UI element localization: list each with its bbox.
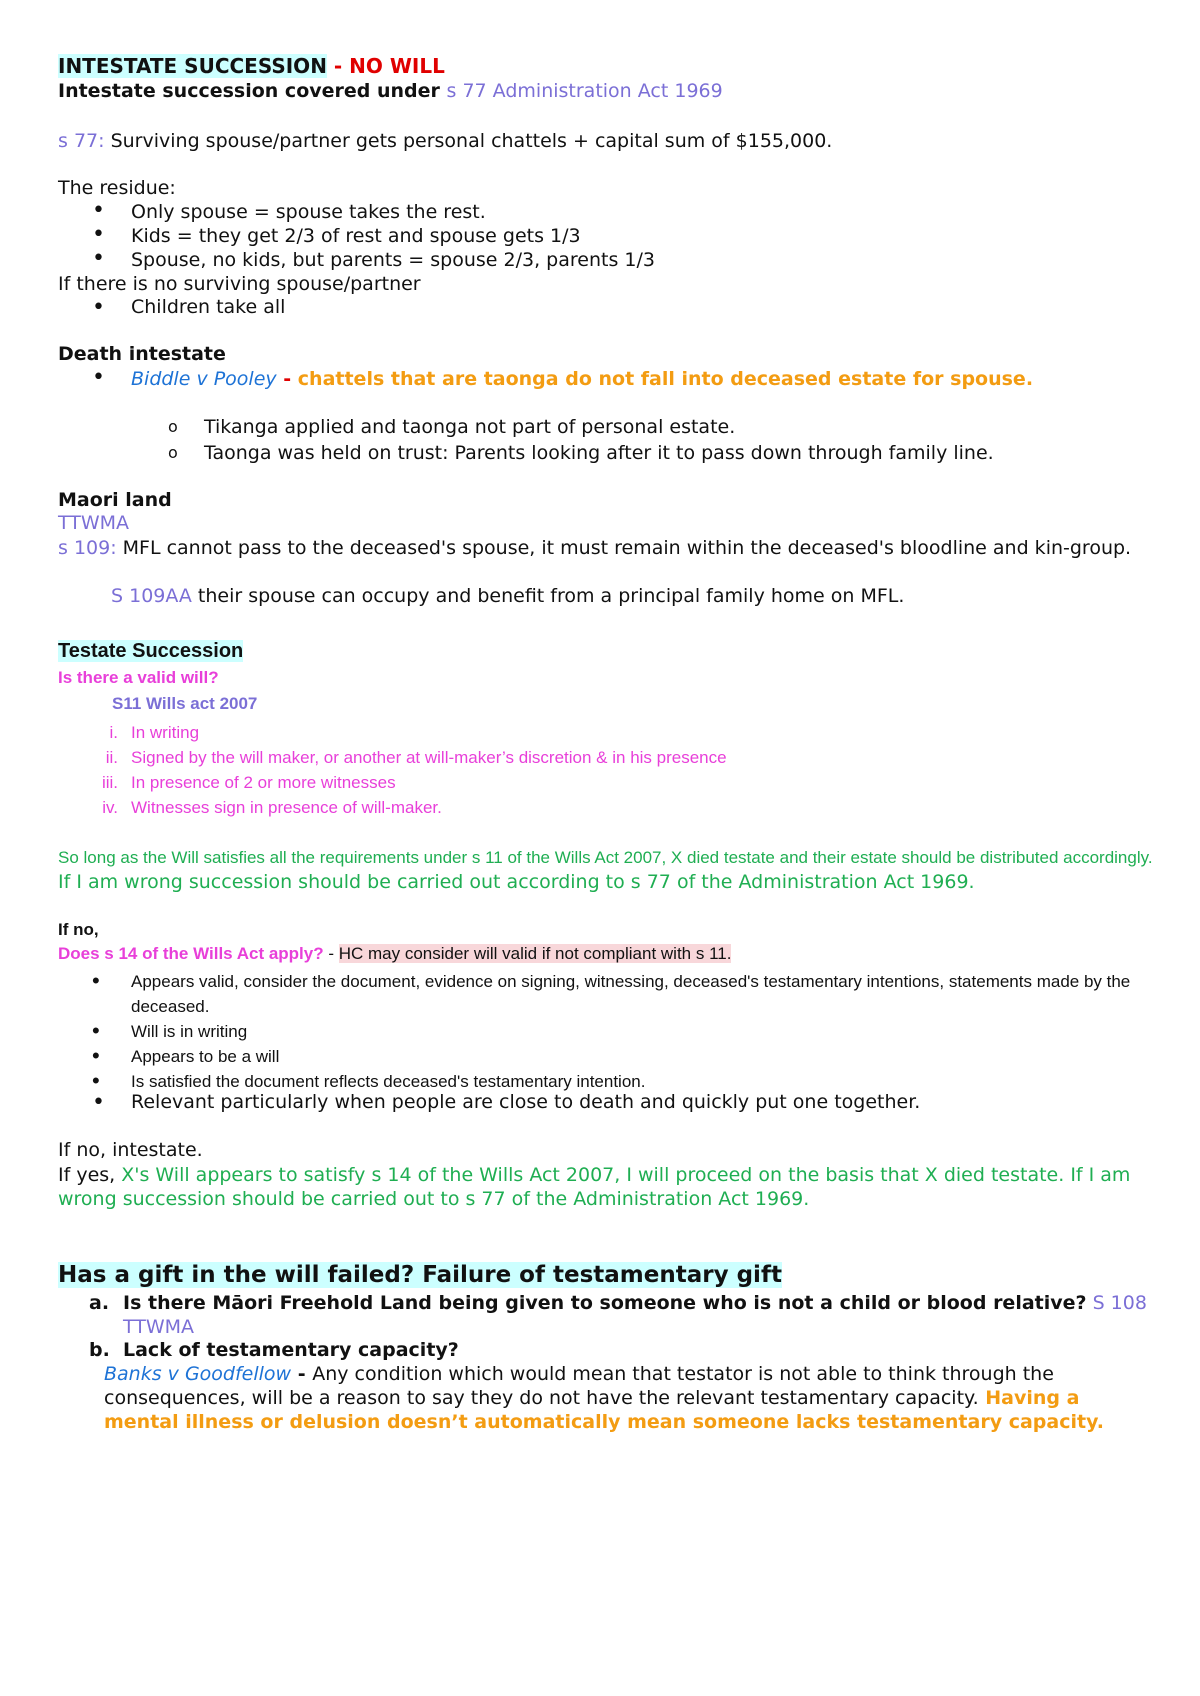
intestate-subheading: Intestate succession covered under s 77 Administration Act 1969 (58, 80, 723, 102)
no-spouse-list (58, 296, 1160, 318)
s77-reference: s 77 Administration Act 1969 (446, 80, 723, 102)
s108-reference: S 108 TTWMA (123, 1292, 1147, 1338)
list-item: • Spouse, no kids, but parents = spouse 2/3, parents 1/3 (58, 248, 1160, 272)
so-long-paragraph: So long as the Will satisfies all the requirements under s 11 of the Wills Act 2007, X died testate and their estate should be distributed accordingly. If I am wrong succession should be carried out according to s 77 of the Administration Act 1969. (58, 848, 1153, 893)
list-item: • Is satisfied the document reflects deceased's testamentary intention. (58, 1069, 1160, 1094)
death-intestate-sublist (58, 414, 1160, 466)
if-no-label: If no, (58, 920, 99, 939)
requirements-list (58, 720, 1160, 820)
s109-label: s 109: (58, 537, 117, 559)
death-intestate-list (58, 367, 1160, 391)
banks-paragraph: Banks v Goodfellow - Any condition which would mean that testator is not able to think through the consequences, will be a reason to say they do not have the relevant testamentary capacity. Having a mental illness or delusion doesn’t automatically mean someone lacks testamentary capacity. (104, 1363, 1104, 1433)
list-item: o Tikanga applied and taonga not part of personal estate. (58, 414, 1160, 440)
no-will-label: NO WILL (349, 54, 445, 78)
if-yes-paragraph: If yes, X's Will appears to satisfy s 14 of the Wills Act 2007, I will proceed on the basis that X died testate. If I am wrong succession should be carried out to s 77 of the Administration Act 1969. (58, 1164, 1131, 1210)
list-item: iii. In presence of 2 or more witnesses (101, 773, 396, 792)
list-item: • Children take all (58, 296, 1160, 318)
s77-label: s 77: (58, 130, 105, 152)
s14-note: HC may consider will valid if not compliant with s 11. (338, 944, 732, 963)
intestate-heading: INTESTATE SUCCESSION - NO WILL (58, 54, 445, 78)
s14-list-end (58, 1091, 1160, 1113)
if-no-intestate: If no, intestate. (58, 1139, 203, 1161)
s14-list (58, 969, 1160, 1094)
valid-will-question: Is there a valid will? (58, 668, 219, 687)
s11-reference: S11 Wills act 2007 (112, 694, 258, 713)
list-item: • Only spouse = spouse takes the rest. (58, 200, 1160, 224)
list-item: • Appears to be a will (58, 1044, 1160, 1069)
s77-paragraph: s 77: Surviving spouse/partner gets personal chattels + capital sum of $155,000. (58, 130, 833, 152)
list-item: • Relevant particularly when people are close to death and quickly put one together. (58, 1091, 1160, 1113)
gift-item-b: b. Lack of testamentary capacity? (89, 1339, 459, 1361)
list-item: • Kids = they get 2/3 of rest and spouse gets 1/3 (58, 224, 1160, 248)
gift-item-a: a. Is there Māori Freehold Land being given to someone who is not a child or blood relative? S 108 TTWMA (89, 1292, 1147, 1338)
no-spouse-label: If there is no surviving spouse/partner (58, 273, 421, 295)
residue-label: The residue: (58, 177, 176, 199)
s109aa-paragraph: S 109AA their spouse can occupy and benefit from a principal family home on MFL. (111, 585, 905, 607)
list-item: ii. Signed by the will maker, or another at will-maker’s discretion & in his presence (105, 748, 727, 767)
ttwma-label: TTWMA (58, 512, 130, 534)
s109-paragraph: s 109: MFL cannot pass to the deceased's spouse, it must remain within the deceased's bloodline and kin-group. (58, 537, 1132, 559)
residue-list (58, 200, 1160, 272)
s14-question: Does s 14 of the Wills Act apply? (58, 944, 324, 963)
list-item: • Biddle v Pooley - chattels that are taonga do not fall into deceased estate for spouse. (58, 367, 1160, 391)
gift-heading: Has a gift in the will failed? Failure of testamentary gift (58, 1262, 782, 1288)
list-item: • Appears valid, consider the document, evidence on signing, witnessing, deceased's testamentary intentions, statements made by the deceased. (58, 969, 1160, 1019)
case-holding: chattels that are taonga do not fall into deceased estate for spouse. (297, 368, 1034, 390)
list-item: o Taonga was held on trust: Parents looking after it to pass down through family line. (58, 440, 1160, 466)
s14-line: Does s 14 of the Wills Act apply? - HC may consider will valid if not compliant with s 11. (58, 944, 732, 963)
list-item: • Will is in writing (58, 1019, 1160, 1044)
maori-land-heading: Maori land (58, 489, 172, 511)
list-item: iv. Witnesses sign in presence of will-maker. (102, 798, 442, 817)
case-name: Biddle v Pooley (131, 368, 277, 390)
intestate-title: INTESTATE SUCCESSION (58, 54, 327, 78)
death-intestate-heading: Death intestate (58, 343, 226, 365)
case-name: Banks v Goodfellow (104, 1363, 292, 1385)
s109aa-label: S 109AA (111, 585, 192, 607)
testate-heading: Testate Succession (58, 640, 244, 662)
list-item: i. In writing (109, 723, 200, 742)
